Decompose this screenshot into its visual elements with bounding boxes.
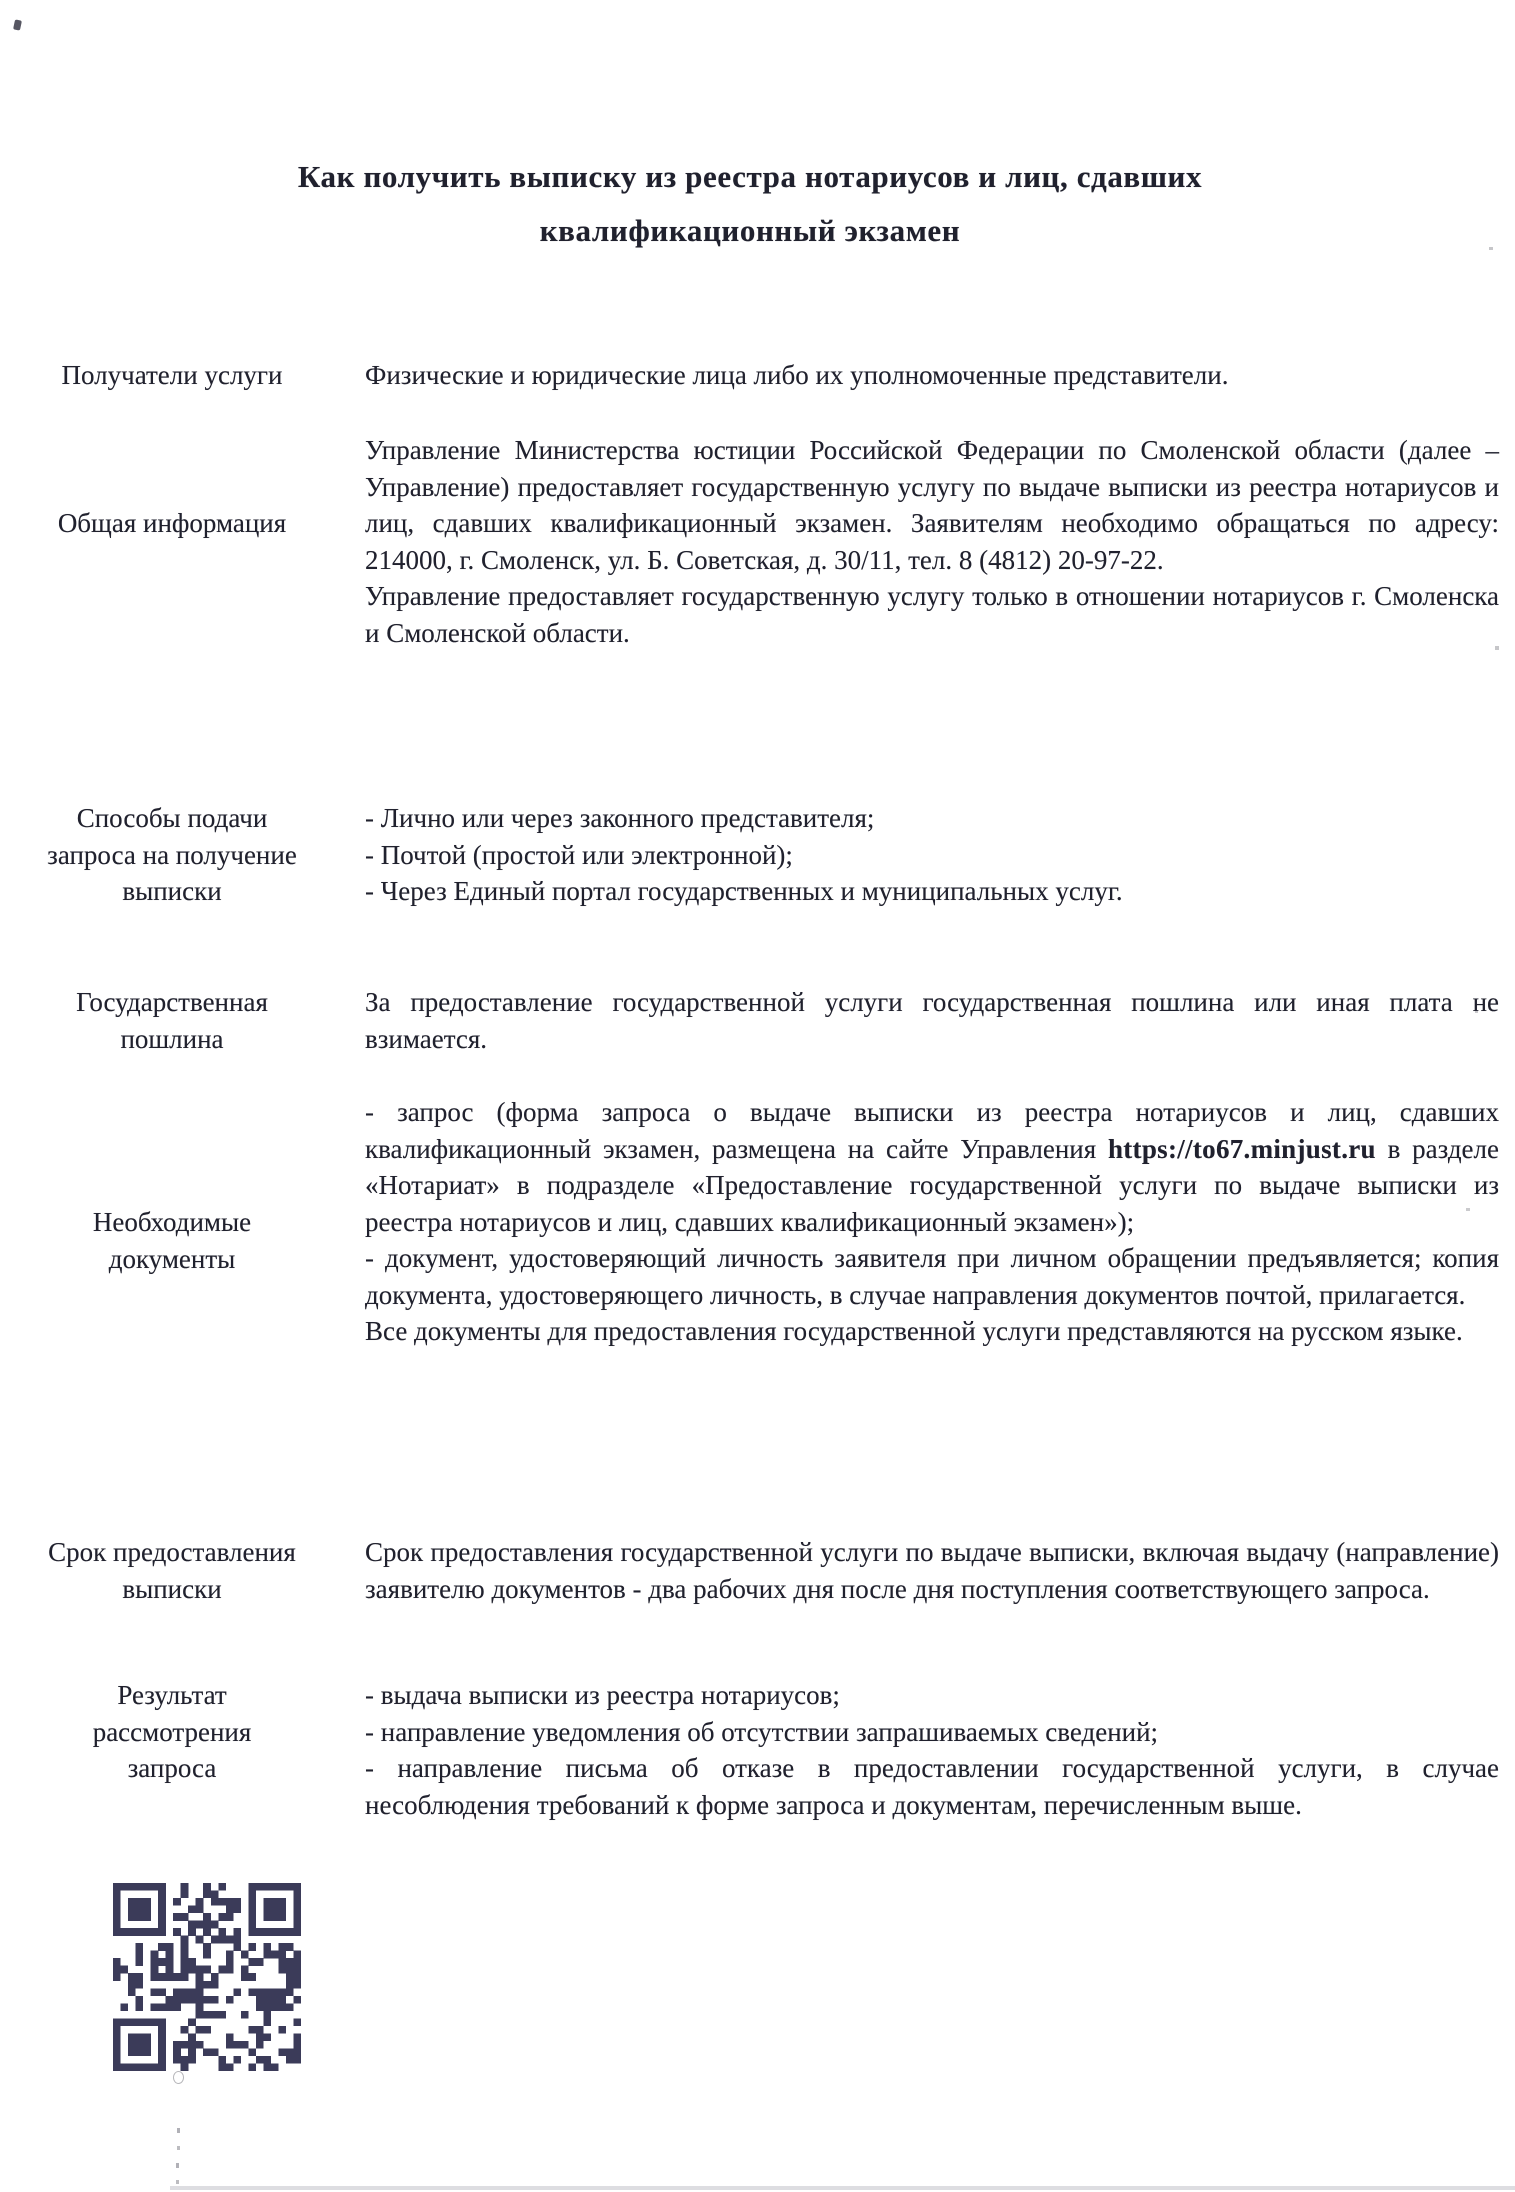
documents-label-line: Необходимые	[92, 1207, 252, 1237]
scan-speck	[176, 2180, 179, 2184]
section-fee-text: За предоставление государственной услуги государственная пошлина или иная плата не взимается.	[365, 987, 1499, 1054]
methods-item: - Лично или через законного представителя;	[365, 803, 875, 833]
term-label-line: Срок предоставления	[48, 1537, 296, 1567]
page-title	[160, 150, 1340, 258]
scan-speck	[177, 2128, 180, 2133]
methods-item: - Через Единый портал государственных и муниципальных услуг.	[365, 876, 1123, 906]
methods-label-line: Способы подачи	[76, 803, 268, 833]
result-label-line: рассмотрения	[92, 1716, 252, 1747]
documents-note: Все документы для предоставления государственной услуги представляются на русском языке.	[365, 1316, 1463, 1346]
section-methods	[0, 800, 1515, 910]
section-fee	[0, 984, 1515, 1057]
section-documents-label	[6, 1204, 338, 1277]
documents-item-1-tail: в разделе «Нотариат» в подразделе «Предоставление государственной услуги по выдаче выписки из реестра нотариусов и лиц, сдавших квалификационный экзамен»);	[365, 1133, 1499, 1237]
result-item: - направление письма об отказе в предоставлении государственной услуги, в случае несоблюдения требований к форме запроса и документам, перечисленным выше.	[365, 1753, 1499, 1820]
section-recipients-label: Получатели услуги	[61, 360, 283, 390]
fee-label-line: Государственная	[76, 987, 268, 1017]
qr-code	[113, 1883, 301, 2071]
fee-label-line: пошлина	[120, 1023, 224, 1054]
section-term	[0, 1534, 1515, 1607]
result-label-line: запроса	[127, 1753, 217, 1783]
scan-edge-line	[170, 2186, 1515, 2190]
section-result	[0, 1677, 1515, 1823]
section-general	[0, 432, 1515, 651]
documents-item-1	[365, 1094, 1499, 1240]
scan-speck	[13, 19, 22, 30]
result-item: - выдача выписки из реестра нотариусов;	[365, 1680, 840, 1710]
methods-item: - Почтой (простой или электронной);	[365, 839, 793, 870]
scan-speck	[1489, 247, 1493, 250]
page-title-line2: квалификационный экзамен	[539, 213, 961, 248]
section-recipients-text: Физические и юридические лица либо их уполномоченные представители.	[365, 360, 1229, 390]
methods-label-line: выписки	[122, 876, 222, 906]
page-title-line1: Как получить выписку из реестра нотариусов и лиц, сдавших	[297, 159, 1203, 194]
general-paragraph-1: Управление Министерства юстиции Российской Федерации по Смоленской области (далее – Управление) предоставляет государственную услугу по выдаче выписки из реестра нотариусов и лиц, сдавших квалификационный экзамен. Заявителям необходимо обращаться по адресу: 214000, г. Смоленск, ул. Б. Советская, д. 30/11, тел. 8 (4812) 20-97-22.	[365, 435, 1499, 575]
section-general-label: Общая информация	[57, 508, 287, 538]
section-recipients	[0, 357, 1515, 394]
section-term-text: Срок предоставления государственной услуги по выдаче выписки, включая выдачу (направление) заявителю документов - два рабочих дня после дня поступления соответствующего запроса.	[365, 1537, 1499, 1604]
general-paragraph-2: Управление предоставляет государственную услугу только в отношении нотариусов г. Смоленска и Смоленской области.	[365, 581, 1499, 648]
documents-item-1-text: - запрос (форма запроса о выдаче выписки из реестра нотариусов и лиц, сдавших квалификационный экзамен, размещена на сайте Управления	[365, 1097, 1499, 1164]
section-fee-label	[6, 984, 338, 1057]
site-url-text: https://to67.minjust.ru	[1107, 1133, 1376, 1164]
section-documents	[0, 1094, 1515, 1350]
term-label-line: выписки	[122, 1573, 222, 1604]
section-term-label	[6, 1534, 338, 1607]
section-methods-label	[6, 800, 338, 910]
documents-label-line: документы	[108, 1243, 236, 1274]
scan-speck	[1495, 646, 1499, 650]
scan-speck	[173, 2071, 184, 2084]
scan-speck	[176, 2163, 179, 2168]
methods-label-line: запроса на получение	[47, 839, 297, 870]
documents-item-2: - документ, удостоверяющий личность заявителя при личном обращении предъявляется; копия документа, удостоверяющего личность, в случае направления документов почтой, прилагается.	[365, 1243, 1499, 1310]
scan-speck	[1475, 1010, 1478, 1013]
scan-speck	[1466, 1208, 1470, 1211]
section-result-label	[6, 1677, 338, 1787]
scan-speck	[177, 2146, 180, 2150]
result-label-line: Результат	[117, 1680, 227, 1710]
result-item: - направление уведомления об отсутствии запрашиваемых сведений;	[365, 1716, 1159, 1747]
